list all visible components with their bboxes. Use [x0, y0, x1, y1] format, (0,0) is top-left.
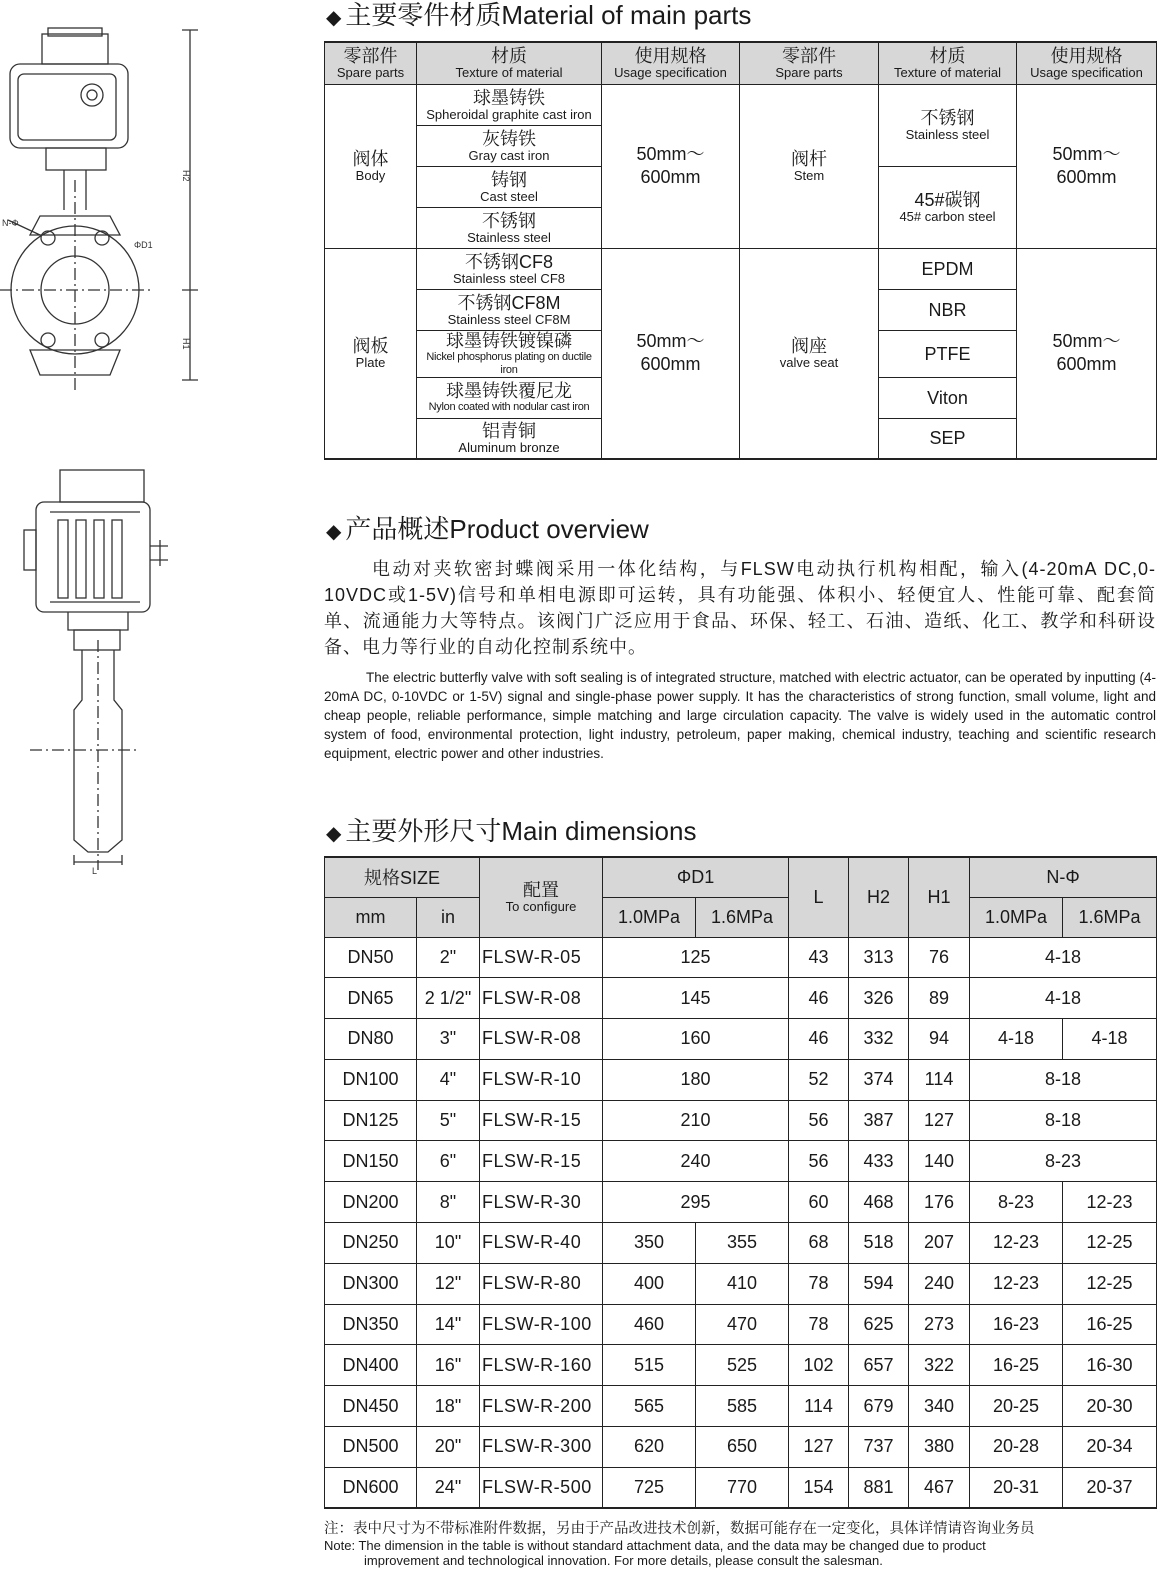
footnote-zh: 注：表中尺寸为不带标准附件数据，另由于产品改进技术创新，数据可能存在一定变化，具体详情请咨询业务员	[324, 1521, 1035, 1537]
stem-material-cell: 45#碳钢 45# carbon steel	[879, 166, 1017, 248]
seat-usage: 50mm～ 600mm	[1017, 248, 1157, 459]
size-mm: DN50	[325, 937, 417, 978]
size-mm: DN65	[325, 978, 417, 1019]
size-mm: DN80	[325, 1019, 417, 1060]
n-phi-1-6mpa: 16-30	[1063, 1345, 1157, 1386]
body-material-cell: 铸钢 Cast steel	[417, 166, 602, 207]
plate-material-cell: 铝青铜 Aluminum bronze	[417, 418, 602, 459]
header-texture-2: 材质 Texture of material	[879, 42, 1017, 84]
h1-value: 322	[909, 1345, 970, 1386]
h2-value: 387	[849, 1100, 909, 1141]
size-mm: DN350	[325, 1304, 417, 1345]
h2-value: 313	[849, 937, 909, 978]
n-phi-1-6mpa: 20-30	[1063, 1386, 1157, 1427]
l-value: 56	[789, 1100, 849, 1141]
body-material-cell: 球墨铸铁 Spheroidal graphite cast iron	[417, 84, 602, 125]
l-value: 46	[789, 1019, 849, 1060]
d1-value: 210	[603, 1100, 789, 1141]
d1-1-6mpa: 650	[696, 1427, 789, 1468]
h1-value: 240	[909, 1263, 970, 1304]
header-usage-2: 使用规格 Usage specification	[1017, 42, 1157, 84]
h2-value: 881	[849, 1467, 909, 1508]
n-phi-1-0mpa: 20-25	[970, 1386, 1063, 1427]
plate-material-cell: 不锈钢CF8 Stainless steel CF8	[417, 248, 602, 289]
table-row	[325, 1182, 1157, 1223]
n-phi-1-0mpa: 12-23	[970, 1263, 1063, 1304]
d1-value: 240	[603, 1141, 789, 1182]
d1-1-0mpa: 515	[603, 1345, 696, 1386]
materials-heading: ◆ 主要零件材质Material of main parts	[326, 0, 752, 30]
size-in: 16"	[417, 1345, 480, 1386]
header-spare-parts: 零部件 Spare parts	[325, 42, 417, 84]
h1-value: 114	[909, 1059, 970, 1100]
h2-value: 374	[849, 1059, 909, 1100]
n-phi-1-6mpa: 20-37	[1063, 1467, 1157, 1508]
size-in: 12"	[417, 1263, 480, 1304]
config-model: FLSW-R-08	[480, 1019, 603, 1060]
size-in: 3"	[417, 1019, 480, 1060]
seat-material-cell: PTFE	[879, 330, 1017, 377]
header-h2: H2	[849, 857, 909, 937]
table-row	[325, 1386, 1157, 1427]
valve-front-drawing	[0, 20, 200, 400]
d1-label: ΦD1	[134, 240, 153, 250]
l-value: 52	[789, 1059, 849, 1100]
n-phi-value: 8-23	[970, 1141, 1157, 1182]
h1-value: 140	[909, 1141, 970, 1182]
table-row	[325, 1345, 1157, 1386]
h2-value: 332	[849, 1019, 909, 1060]
h2-value: 518	[849, 1223, 909, 1264]
h1-value: 207	[909, 1223, 970, 1264]
d1-value: 160	[603, 1019, 789, 1060]
n-phi-1-0mpa: 20-31	[970, 1467, 1063, 1508]
size-in: 20"	[417, 1427, 480, 1468]
size-mm: DN100	[325, 1059, 417, 1100]
n-phi-value: 4-18	[970, 937, 1157, 978]
n-phi-1-6mpa: 12-25	[1063, 1223, 1157, 1264]
config-model: FLSW-R-200	[480, 1386, 603, 1427]
config-model: FLSW-R-05	[480, 937, 603, 978]
size-mm: DN600	[325, 1467, 417, 1508]
materials-table	[324, 41, 1157, 460]
config-model: FLSW-R-80	[480, 1263, 603, 1304]
header-spare-parts-2: 零部件 Spare parts	[740, 42, 879, 84]
n-phi-1-6mpa: 20-34	[1063, 1427, 1157, 1468]
h2-value: 468	[849, 1182, 909, 1223]
n-phi-1-0mpa: 8-23	[970, 1182, 1063, 1223]
l-value: 46	[789, 978, 849, 1019]
config-model: FLSW-R-100	[480, 1304, 603, 1345]
d1-1-0mpa: 460	[603, 1304, 696, 1345]
header-mm: mm	[325, 897, 417, 937]
table-row	[325, 1141, 1157, 1182]
stem-usage: 50mm～ 600mm	[1017, 84, 1157, 248]
header-d1: ΦD1	[603, 857, 789, 897]
size-mm: DN300	[325, 1263, 417, 1304]
h2-value: 433	[849, 1141, 909, 1182]
header-n-1-6mpa: 1.6MPa	[1063, 897, 1157, 937]
d1-1-6mpa: 525	[696, 1345, 789, 1386]
d1-1-0mpa: 400	[603, 1263, 696, 1304]
config-model: FLSW-R-160	[480, 1345, 603, 1386]
size-in: 24"	[417, 1467, 480, 1508]
body-usage: 50mm～ 600mm	[602, 84, 740, 248]
table-row	[325, 1100, 1157, 1141]
footnote-en-1: Note: The dimension in the table is without standard attachment data, and the data may be changed due to product	[324, 1538, 986, 1553]
n-phi-1-6mpa: 4-18	[1063, 1019, 1157, 1060]
l-value: 43	[789, 937, 849, 978]
header-h1: H1	[909, 857, 970, 937]
h1-label: H1	[181, 338, 191, 350]
h1-value: 273	[909, 1304, 970, 1345]
h1-value: 127	[909, 1100, 970, 1141]
header-d1-1-6mpa: 1.6MPa	[696, 897, 789, 937]
h2-label: H2	[181, 170, 191, 182]
n-phi-value: 8-18	[970, 1059, 1157, 1100]
d1-value: 295	[603, 1182, 789, 1223]
d1-1-0mpa: 565	[603, 1386, 696, 1427]
d1-1-6mpa: 770	[696, 1467, 789, 1508]
dimensions-heading: ◆ 主要外形尺寸Main dimensions	[326, 816, 697, 846]
n-phi-1-6mpa: 12-23	[1063, 1182, 1157, 1223]
body-material-cell: 灰铸铁 Gray cast iron	[417, 125, 602, 166]
footnote-en-2: improvement and technological innovation. For more details, please consult the salesman.	[364, 1553, 883, 1568]
h2-value: 625	[849, 1304, 909, 1345]
l-value: 60	[789, 1182, 849, 1223]
size-in: 18"	[417, 1386, 480, 1427]
table-row	[325, 1427, 1157, 1468]
header-n-phi: N-Φ	[970, 857, 1157, 897]
h1-value: 76	[909, 937, 970, 978]
seat-material-cell: SEP	[879, 418, 1017, 459]
l-label: L	[92, 866, 98, 876]
l-value: 127	[789, 1427, 849, 1468]
table-row	[325, 978, 1157, 1019]
l-value: 154	[789, 1467, 849, 1508]
config-model: FLSW-R-15	[480, 1100, 603, 1141]
header-n-1-0mpa: 1.0MPa	[970, 897, 1063, 937]
n-phi-1-0mpa: 12-23	[970, 1223, 1063, 1264]
config-model: FLSW-R-08	[480, 978, 603, 1019]
dimensions-table	[324, 856, 1157, 1509]
h1-value: 176	[909, 1182, 970, 1223]
header-size: 规格SIZE	[325, 857, 480, 897]
n-phi-value: 8-18	[970, 1100, 1157, 1141]
table-row	[325, 1467, 1157, 1508]
n-phi-1-0mpa: 16-23	[970, 1304, 1063, 1345]
plate-material-cell: 球墨铸铁覆尼龙 Nylon coated with nodular cast iron	[417, 377, 602, 418]
config-model: FLSW-R-30	[480, 1182, 603, 1223]
config-model: FLSW-R-300	[480, 1427, 603, 1468]
overview-heading: ◆ 产品概述Product overview	[326, 514, 649, 544]
table-row	[325, 1263, 1157, 1304]
d1-1-0mpa: 725	[603, 1467, 696, 1508]
config-model: FLSW-R-500	[480, 1467, 603, 1508]
n-phi-1-6mpa: 16-25	[1063, 1304, 1157, 1345]
size-in: 10"	[417, 1223, 480, 1264]
size-mm: DN400	[325, 1345, 417, 1386]
h2-value: 326	[849, 978, 909, 1019]
table-row	[325, 1304, 1157, 1345]
d1-value: 145	[603, 978, 789, 1019]
n-phi-1-0mpa: 4-18	[970, 1019, 1063, 1060]
part-stem: 阀杆 Stem	[740, 84, 879, 248]
h2-value: 679	[849, 1386, 909, 1427]
l-value: 78	[789, 1304, 849, 1345]
n-phi-1-0mpa: 16-25	[970, 1345, 1063, 1386]
stem-material-cell: 不锈钢 Stainless steel	[879, 84, 1017, 166]
overview-en: The electric butterfly valve with soft sealing is of integrated structure, matched with electric actuator, can be operated by inputting (4-20mA DC, 0-10VDC or 1-5V) signal and single-phase power supply. It has the characteristics of strong function, small volume, light and cheap people, reliable performance, simple matching and large circulation capacity. The valve is widely used in the automatic control system of food, environmental protection, light industry, petroleum, paper making, chemical industry, teaching and scientific research equipment, electric power and other industries.	[324, 670, 1156, 761]
d1-1-6mpa: 470	[696, 1304, 789, 1345]
config-model: FLSW-R-15	[480, 1141, 603, 1182]
header-usage: 使用规格 Usage specification	[602, 42, 740, 84]
plate-material-cell: 不锈钢CF8M Stainless steel CF8M	[417, 289, 602, 330]
h1-value: 380	[909, 1427, 970, 1468]
table-row	[325, 1059, 1157, 1100]
size-mm: DN200	[325, 1182, 417, 1223]
h1-value: 89	[909, 978, 970, 1019]
h2-value: 594	[849, 1263, 909, 1304]
size-in: 8"	[417, 1182, 480, 1223]
size-mm: DN250	[325, 1223, 417, 1264]
n-label: N-Φ	[2, 218, 19, 228]
l-value: 78	[789, 1263, 849, 1304]
seat-material-cell: Viton	[879, 377, 1017, 418]
size-mm: DN500	[325, 1427, 417, 1468]
header-d1-1-0mpa: 1.0MPa	[603, 897, 696, 937]
d1-1-6mpa: 585	[696, 1386, 789, 1427]
n-phi-1-0mpa: 20-28	[970, 1427, 1063, 1468]
table-row	[325, 1223, 1157, 1264]
h2-value: 737	[849, 1427, 909, 1468]
h1-value: 94	[909, 1019, 970, 1060]
h2-value: 657	[849, 1345, 909, 1386]
header-config: 配置 To configure	[480, 857, 603, 937]
part-body: 阀体 Body	[325, 84, 417, 248]
h1-value: 340	[909, 1386, 970, 1427]
part-plate: 阀板 Plate	[325, 248, 417, 459]
size-in: 14"	[417, 1304, 480, 1345]
l-value: 114	[789, 1386, 849, 1427]
table-row	[325, 937, 1157, 978]
size-mm: DN450	[325, 1386, 417, 1427]
h1-value: 467	[909, 1467, 970, 1508]
size-in: 2"	[417, 937, 480, 978]
table-row	[325, 1019, 1157, 1060]
valve-side-drawing	[0, 460, 200, 880]
size-in: 6"	[417, 1141, 480, 1182]
seat-material-cell: EPDM	[879, 248, 1017, 289]
seat-material-cell: NBR	[879, 289, 1017, 330]
d1-1-0mpa: 350	[603, 1223, 696, 1264]
size-mm: DN125	[325, 1100, 417, 1141]
d1-1-6mpa: 410	[696, 1263, 789, 1304]
header-texture: 材质 Texture of material	[417, 42, 602, 84]
d1-value: 125	[603, 937, 789, 978]
size-mm: DN150	[325, 1141, 417, 1182]
footnote	[324, 1520, 1164, 1568]
size-in: 5"	[417, 1100, 480, 1141]
n-phi-1-6mpa: 12-25	[1063, 1263, 1157, 1304]
plate-material-cell: 球墨铸铁镀镍磷 Nickel phosphorus plating on ductile iron	[417, 330, 602, 377]
plate-usage: 50mm～ 600mm	[602, 248, 740, 459]
d1-1-6mpa: 355	[696, 1223, 789, 1264]
d1-1-0mpa: 620	[603, 1427, 696, 1468]
config-model: FLSW-R-40	[480, 1223, 603, 1264]
l-value: 68	[789, 1223, 849, 1264]
d1-value: 180	[603, 1059, 789, 1100]
part-seat: 阀座 valve seat	[740, 248, 879, 459]
body-material-cell: 不锈钢 Stainless steel	[417, 207, 602, 248]
header-l: L	[789, 857, 849, 937]
header-in: in	[417, 897, 480, 937]
size-in: 4"	[417, 1059, 480, 1100]
n-phi-value: 4-18	[970, 978, 1157, 1019]
size-in: 2 1/2"	[417, 978, 480, 1019]
l-value: 56	[789, 1141, 849, 1182]
overview-zh: 电动对夹软密封蝶阀采用一体化结构，与FLSW电动执行机构相配，输入(4-20mA DC,0-10VDC或1-5V)信号和单相电源即可运转，具有功能强、体积小、轻便宜人、性能可靠、配套简单、流通能力大等特点。该阀门广泛应用于食品、环保、轻工、石油、造纸、化工、教学和科研设备、电力等行业的自动化控制系统中。	[324, 559, 1156, 657]
config-model: FLSW-R-10	[480, 1059, 603, 1100]
l-value: 102	[789, 1345, 849, 1386]
